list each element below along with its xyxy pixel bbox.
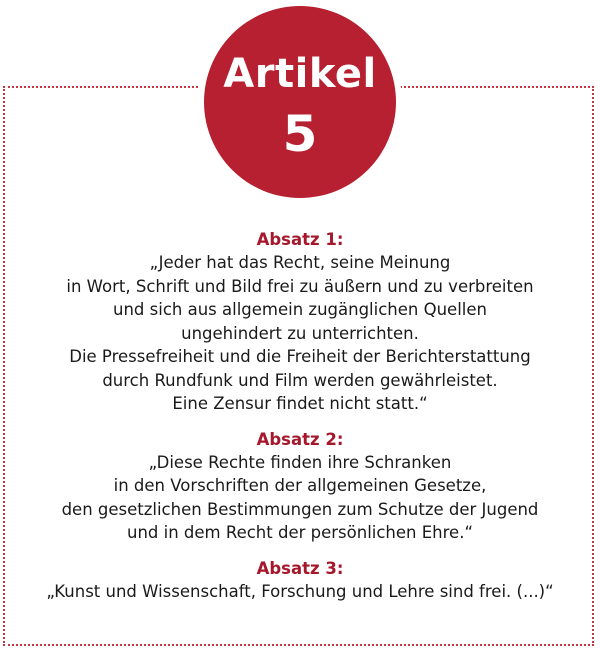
section-heading: Absatz 1: (256, 230, 344, 249)
section-absatz-3 (10, 557, 590, 604)
badge-title: Artikel (223, 51, 377, 97)
text-line: ungehindert zu unterrichten. (181, 323, 419, 343)
section-absatz-1 (10, 228, 590, 416)
text-line: durch Rundfunk und Film werden gewährleistet. (102, 370, 498, 390)
badge-number: 5 (282, 105, 318, 163)
text-line: und in dem Recht der persönlichen Ehre.“ (127, 523, 473, 542)
text-line: und sich aus allgemein zugänglichen Quellen (113, 300, 487, 319)
section-absatz-2 (10, 428, 590, 545)
section-heading: Absatz 2: (256, 429, 344, 449)
text-line: „Kunst und Wissenschaft, Forschung und Lehre sind frei. (...)“ (46, 581, 554, 601)
text-line: den gesetzlichen Bestimmungen zum Schutze der Jugend (61, 499, 539, 519)
text-line: „Jeder hat das Recht, seine Meinung (149, 253, 451, 272)
article-badge (204, 6, 396, 198)
text-line: „Diese Rechte finden ihre Schranken (148, 452, 452, 472)
text-line: Eine Zensur findet nicht statt.“ (172, 394, 428, 413)
article-content (10, 228, 590, 615)
text-line: in den Vorschriften der allgemeinen Gesetze, (113, 476, 487, 495)
text-line: in Wort, Schrift und Bild frei zu äußern und zu verbreiten (66, 276, 534, 296)
section-heading: Absatz 3: (256, 558, 344, 578)
text-line: Die Pressefreiheit und die Freiheit der Berichterstattung (69, 347, 531, 366)
